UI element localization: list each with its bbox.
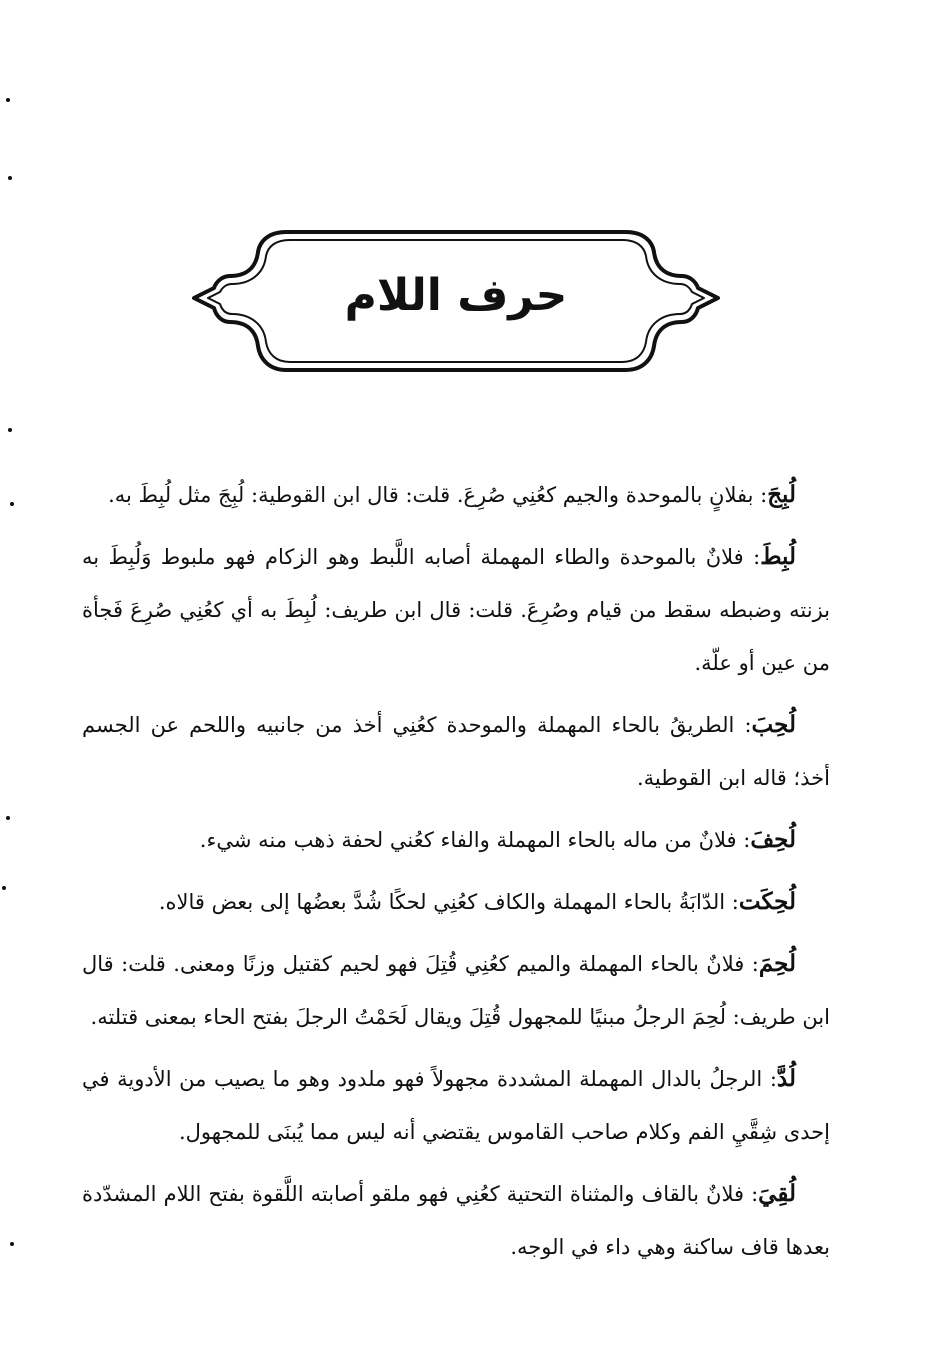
entry-text: : فلانٌ بالحاء المهملة والميم كعُنِي قُتِلَ فهو لحيم كقتيل وزنًا ومعنى. قلت: قال ابن طريف: لُحِمَ الرجلُ مبنيًا للمجهول قُتِلَ ويقال لَحَمْتُ الرجلَ بفتح الحاء بمعنى قتلته. [82, 952, 830, 1029]
chapter-title: حرف اللام [344, 270, 568, 321]
chapter-heading-frame [190, 222, 722, 380]
entry-text: : بفلانٍ بالموحدة والجيم كعُنِي صُرِعَ. قلت: قال ابن القوطية: لُبِجَ مثل لُبِطَ به. [108, 483, 768, 507]
margin-speck [8, 176, 12, 180]
entry-headword: لُبِجَ [767, 481, 796, 508]
dictionary-entry [82, 875, 830, 929]
entry-text: : فلانٌ بالموحدة والطاء المهملة أصابه اللَّبط وهو الزكام فهو ملبوط وَلُبِطَ به بزنته وضبطه سقط من قيام وصُرِعَ. قلت: قال ابن طريف: لُبِطَ به أي كعُنِي صُرِعَ فَجأة من عين أو علّة. [82, 545, 830, 675]
dictionary-entry [82, 813, 830, 867]
margin-speck [6, 98, 10, 102]
margin-speck [10, 502, 14, 506]
entry-text: : فلانٌ بالقاف والمثناة التحتية كعُنِي فهو ملقو أصابته اللَّقوة بفتح اللام المشدّدة بعدها قاف ساكنة وهي داء في الوجه. [82, 1182, 830, 1259]
entry-text: : فلانٌ من ماله بالحاء المهملة والفاء كعُني لحفة ذهب منه شيء. [199, 828, 751, 852]
dictionary-entry [82, 698, 830, 805]
dictionary-entry [82, 1052, 830, 1159]
margin-speck [2, 886, 6, 890]
entry-headword: لُحِكَت [738, 888, 796, 915]
margin-speck [10, 1242, 14, 1246]
dictionary-entry [82, 530, 830, 690]
entry-headword: لُدَّ [776, 1065, 796, 1092]
entry-text: : الطريقُ بالحاء المهملة والموحدة كعُنِي أخذ من جانبيه واللحم عن الجسم أخذ؛ قاله ابن القوطية. [82, 713, 830, 790]
margin-speck [6, 816, 10, 820]
entry-headword: لُبِطَ [760, 543, 796, 570]
dictionary-entry [82, 468, 830, 522]
entry-headword: لُحِبَ [751, 711, 796, 738]
entry-headword: لُحِفَ [750, 826, 796, 853]
entries-list [82, 468, 830, 1282]
entry-headword: لُحِمَ [758, 950, 796, 977]
dictionary-entry [82, 1167, 830, 1274]
entry-headword: لُقِيَ [758, 1180, 796, 1207]
dictionary-entry [82, 937, 830, 1044]
entry-text: : الرجلُ بالدال المهملة المشددة مجهولاً فهو ملدود وهو ما يصيب من الأدوية في إحدى شِقَّيِ الفم وكلام صاحب القاموس يقتضي أنه ليس مما يُبنَى للمجهول. [82, 1067, 830, 1144]
margin-speck [8, 428, 12, 432]
entry-text: : الدّابَةُ بالحاء المهملة والكاف كعُنِي لحكًا شُدَّ بعضُها إلى بعض قالاه. [158, 890, 739, 914]
